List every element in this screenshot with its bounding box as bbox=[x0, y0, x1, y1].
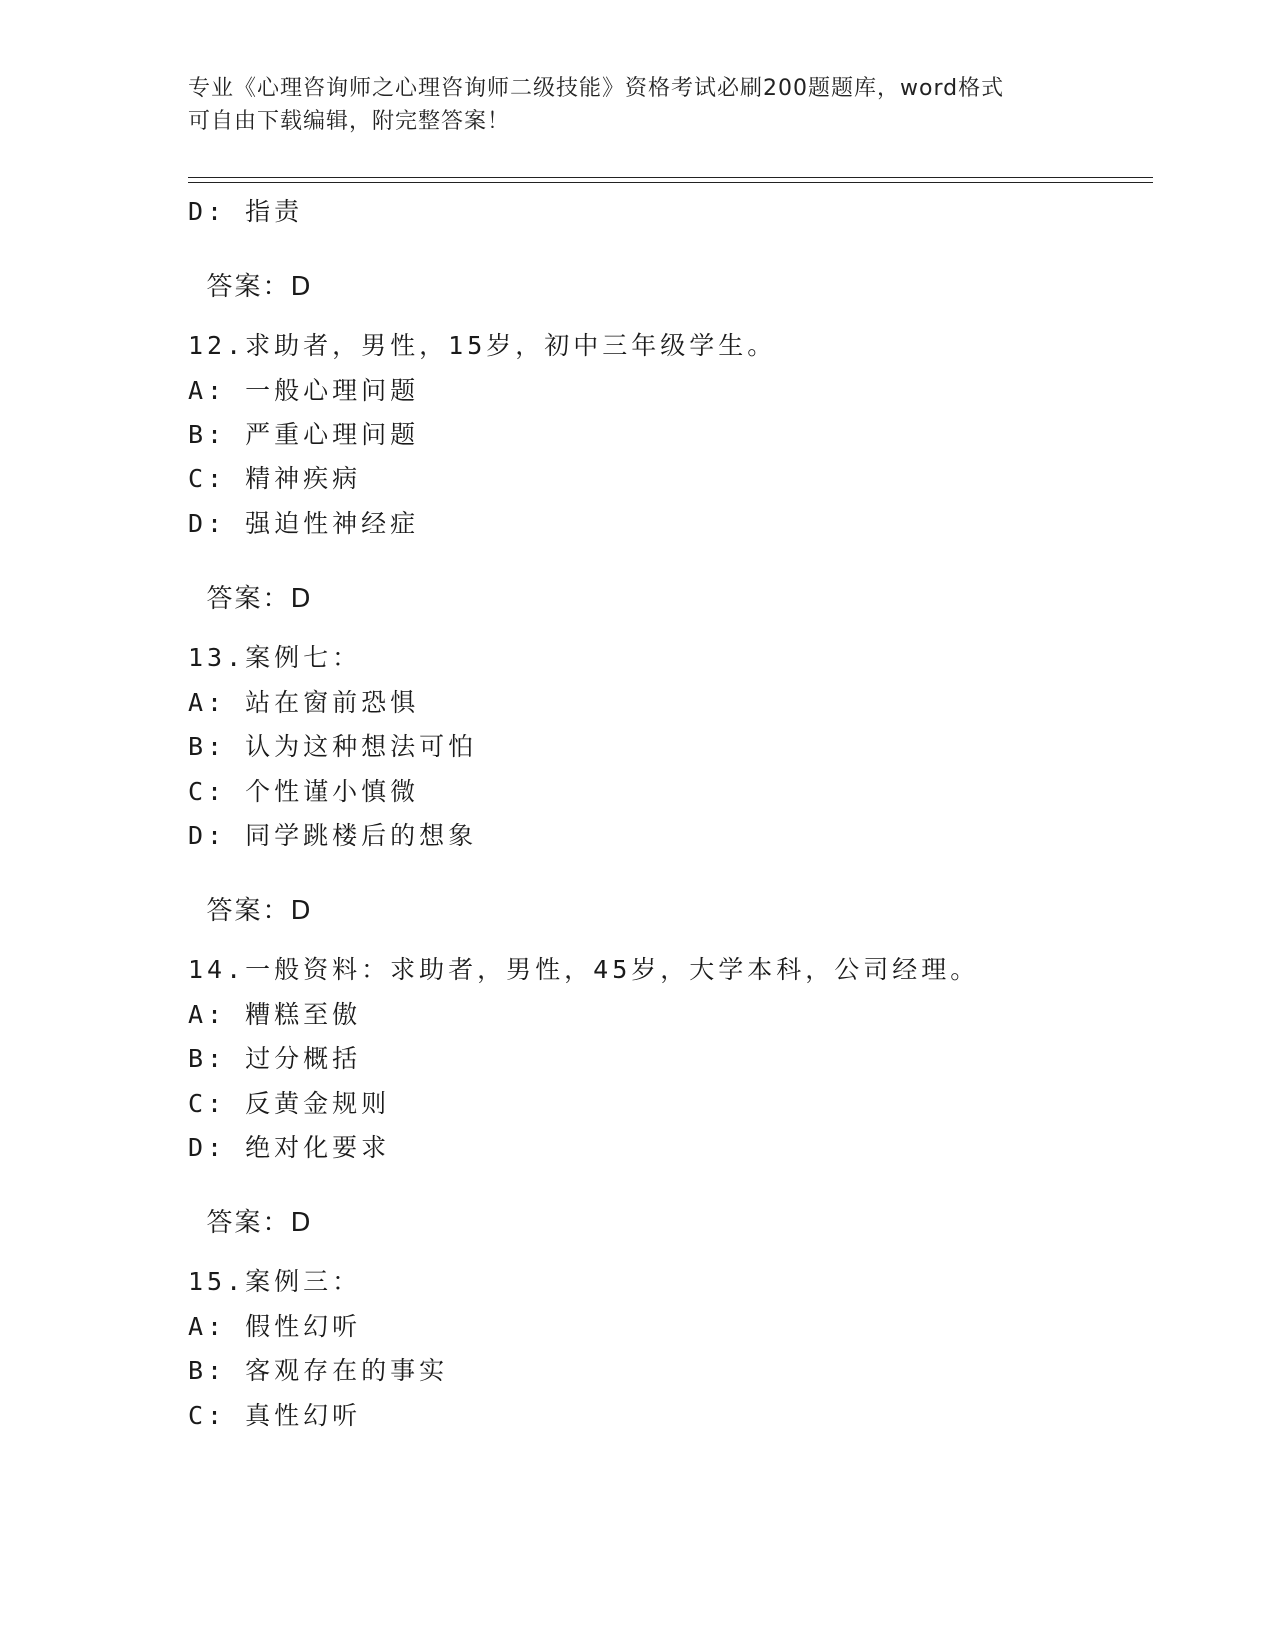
question-13-option-c: C: 个性谨小慎微 bbox=[188, 777, 420, 806]
question-14-option-b: B: 过分概括 bbox=[188, 1044, 362, 1073]
answer-label: 答案： bbox=[206, 584, 291, 614]
question-14-stem: 14.一般资料：求助者，男性，45岁，大学本科，公司经理。 bbox=[188, 955, 980, 984]
header-rule-top bbox=[188, 177, 1153, 178]
header-line-2: 可自由下载编辑，附完整答案！ bbox=[188, 109, 511, 134]
answer-label: 答案： bbox=[206, 272, 291, 302]
question-12-option-b: B: 严重心理问题 bbox=[188, 420, 420, 449]
question-12-option-d: D: 强迫性神经症 bbox=[188, 509, 420, 538]
question-13-answer bbox=[188, 866, 312, 926]
answer-label: 答案： bbox=[206, 896, 291, 926]
prev-option-d: D: 指责 bbox=[188, 197, 304, 226]
question-12-answer bbox=[188, 554, 312, 614]
answer-value: D bbox=[290, 896, 312, 926]
page-header bbox=[188, 72, 1088, 138]
question-15-stem: 15.案例三： bbox=[188, 1267, 362, 1296]
question-12-stem: 12.求助者，男性，15岁，初中三年级学生。 bbox=[188, 331, 777, 360]
answer-value: D bbox=[290, 272, 312, 302]
question-13-stem: 13.案例七： bbox=[188, 643, 362, 672]
question-14-option-c: C: 反黄金规则 bbox=[188, 1089, 391, 1118]
question-13-option-b: B: 认为这种想法可怕 bbox=[188, 732, 478, 761]
question-15-option-a: A: 假性幻听 bbox=[188, 1312, 362, 1341]
prev-answer bbox=[188, 242, 312, 302]
question-13-option-a: A: 站在窗前恐惧 bbox=[188, 688, 420, 717]
question-15-option-c: C: 真性幻听 bbox=[188, 1401, 362, 1430]
answer-label: 答案： bbox=[206, 1208, 291, 1238]
question-14-option-a: A: 糟糕至傲 bbox=[188, 1000, 362, 1029]
question-15-option-b: B: 客观存在的事实 bbox=[188, 1356, 449, 1385]
header-line-1: 专业《心理咨询师之心理咨询师二级技能》资格考试必刷200题题库，word格式 bbox=[188, 76, 1005, 101]
answer-value: D bbox=[290, 584, 312, 614]
question-13-option-d: D: 同学跳楼后的想象 bbox=[188, 821, 478, 850]
header-rule-bottom bbox=[188, 182, 1153, 183]
answer-value: D bbox=[290, 1208, 312, 1238]
question-12-option-c: C: 精神疾病 bbox=[188, 464, 362, 493]
question-12-option-a: A: 一般心理问题 bbox=[188, 376, 420, 405]
question-14-answer bbox=[188, 1178, 312, 1238]
question-14-option-d: D: 绝对化要求 bbox=[188, 1133, 391, 1162]
